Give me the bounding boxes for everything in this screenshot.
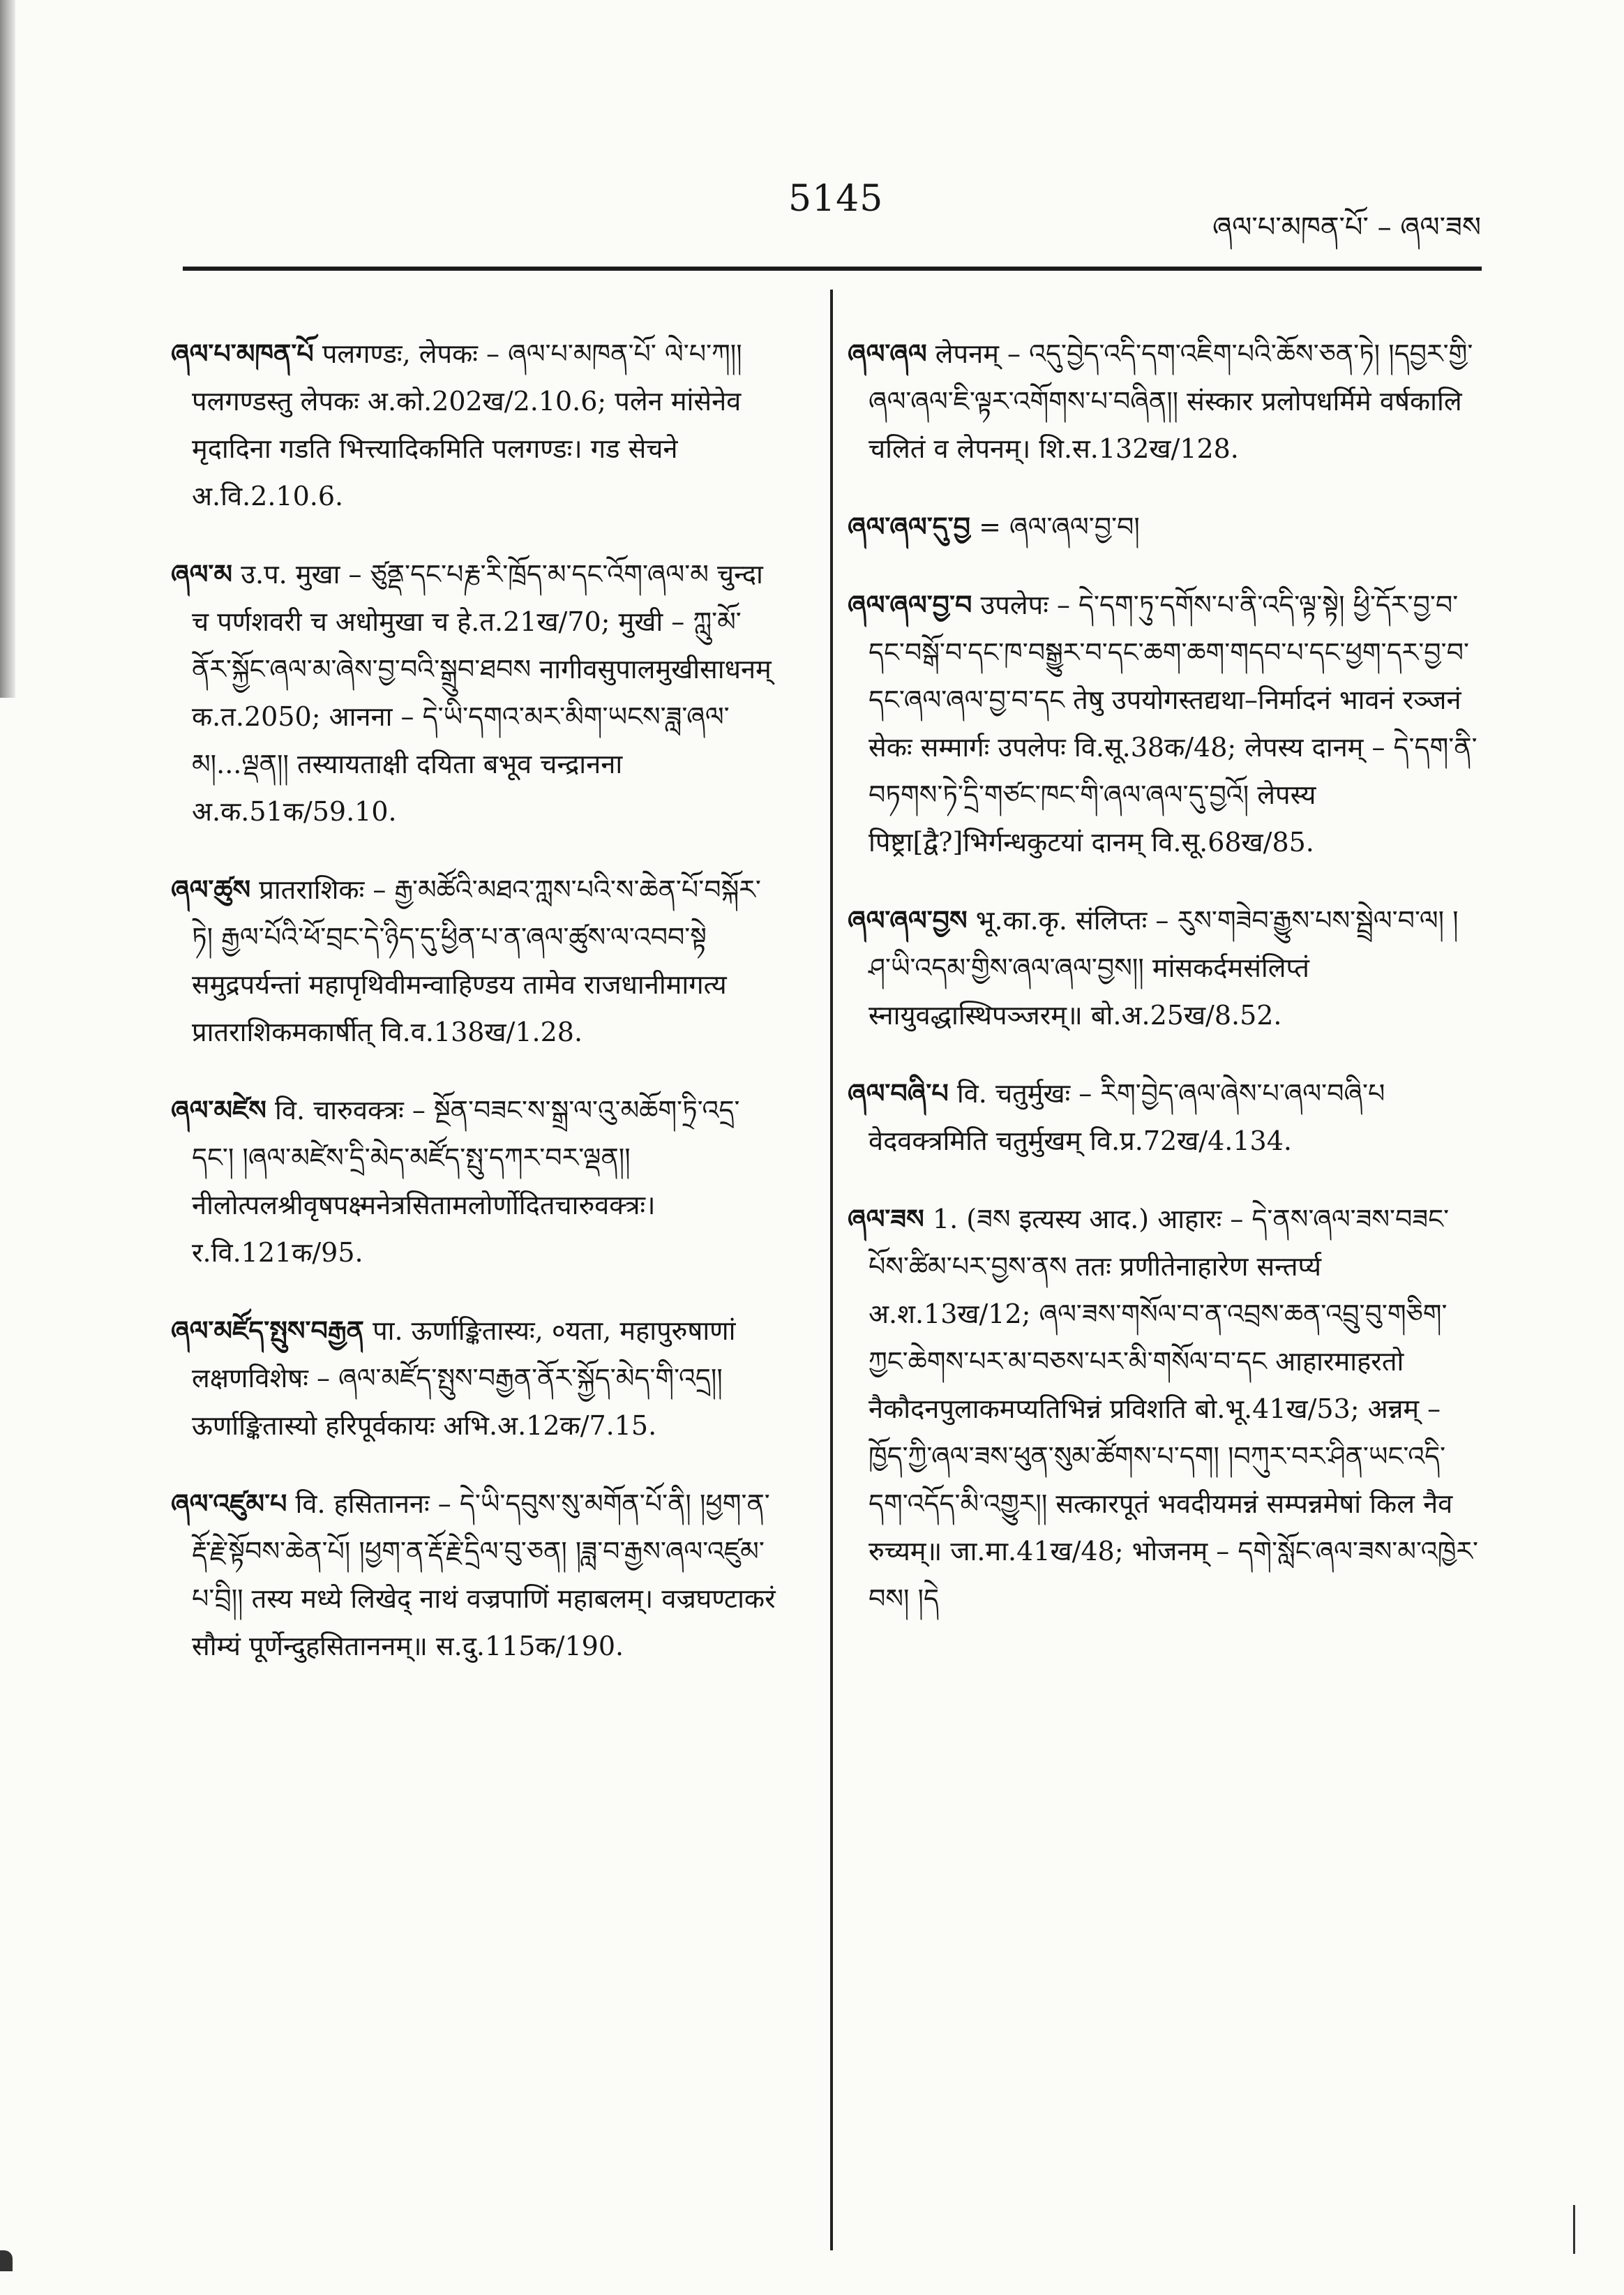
entry-headword: ཞལ་འཛུམ་པ [171,1488,287,1519]
dictionary-entry [171,1480,778,1670]
page-binding-edge [0,0,15,698]
entry-text: = ཞལ་ཞལ་བྱ་བ། [979,511,1140,542]
entry-headword: ཞལ་ཞལ་དུ་བྱ [848,511,971,542]
entry-headword: ཞལ་མ [171,558,233,590]
dictionary-entry [171,551,778,835]
entry-text: उपलेपः – དེ་དག་ཏུ་དགོས་པ་ནི་འདི་ལྟ་སྟེ། ཕྱི་དོར་བྱ་བ་དང་བསྒོ་བ་དང་ཁ་བསྒྱུར་བ་དང་ཆག་ཆག་གདབ་པ་དང་ཕྱག་དར་བྱ་བ་དང་ཞལ་ཞལ་བྱ་བ་དང तेषु उपयोगस्तद्यथा–निर्मादनं भावनं रञ्जनं सेकः सम्मार्गः उपलेपः वि.सू.38क/48; लेपस्य दानम् – དེ་དག་ནི་བཏགས་ཏེ་དྲི་གཙང་ཁང་གི་ཞལ་ཞལ་དུ་བྱའོ། लेपस्य पिष्ट्रा[द्वै?]भिर्गन्धकुटयां दानम् वि.सू.68ख/85. [869,590,1478,858]
entry-headword: ཞལ་པ་མཁན་པོ [171,338,314,369]
entry-text: लेपनम् – འདུ་བྱེད་འདི་དག་འཇིག་པའི་ཆོས་ཅན་ཏེ། །དབྱར་གྱི་ཞལ་ཞལ་ཇི་ལྟར་འགོགས་པ་བཞིན།། संस्कार प्रलोपधर्मिमे वर्षकालि चलितं व लेपनम्। शि.स.132ख/128. [869,338,1473,464]
scan-edge-mark [1573,2205,1575,2254]
scan-corner-mark [0,2250,13,2271]
entry-headword: ཞལ་ཟས [848,1203,924,1234]
entry-text: उ.प. मुखा – ཙུནྡ་དང་པརྞ་རི་ཁྲོད་མ་དང་འོག་ཞལ་མ चुन्दा च पर्णशवरी च अधोमुखा च हे.त.21ख/70; मुखी – ཀླུ་མོ་ནོར་སྐྱོང་ཞལ་མ་ཞེས་བྱ་བའི་སྒྲུབ་ཐབས नागीवसुपालमुखीसाधनम् क.त.2050; आनना – དེ་ཡི་དགའ་མར་མིག་ཡངས་ཟླ་ཞལ་མ།...ལྡན།། तस्यायताक्षी दयिता बभूव चन्द्रानना अ.क.51क/59.10. [192,559,772,827]
entry-text: पा. ऊर्णाङ्कितास्यः, ०यता, महापुरुषाणां लक्षणविशेषः – ཞལ་མཛོད་སྤུས་བརྒྱན་ནོར་སྐྱོད་མེད་གི་འདྲ།། ऊर्णाङ्कितास्यो हरिपूर्वकायः अभि.अ.12क/7.15. [192,1315,736,1441]
dictionary-entry [848,503,1479,551]
header-rule [183,267,1482,271]
entry-text: वि. हसिताननः – དེ་ཡི་དབུས་སུ་མགོན་པོ་ནི། །ཕྱག་ན་རྡོ་རྗེ་སྟོབས་ཆེན་པོ། །ཕྱག་ན་རྡོ་རྗེ་དྲིལ་བུ་ཅན། །ཟླ་བ་རྒྱས་ཞལ་འཛུམ་པ་བྲི།། तस्य मध्ये लिखेद् नाथं वज्रपाणिं महाबलम्। वज्रघण्टाकरं सौम्यं पूर्णेन्दुहसिताननम्॥ स.दु.115क/190. [192,1488,776,1661]
entry-text: वि. चारुवक्त्रः – སྔོན་བཟང་ས་སྒྲ་ལ་འུ་མཆོག་ཏྲི་འདྲ་དང་། །ཞལ་མཛེས་དྲི་མེད་མཛོད་སྤུ་དཀར་བར་ལྡན།། नीलोत्पलश्रीवृषपक्ष्मनेत्रसितामलोर्णोदितचारुवक्त्रः। र.वि.121क/95. [192,1095,740,1268]
dictionary-entry [848,897,1479,1039]
entry-text: प्रातराशिकः – རྒྱ་མཚོའི་མཐའ་ཀླས་པའི་ས་ཆེན་པོ་བསྐོར་ཏེ། རྒྱལ་པོའི་ཕོ་བྲང་དེ་ཉིད་དུ་ཕྱིན་པ་ན་ཞལ་ཚུས་ལ་འབབ་སྟེ समुद्रपर्यन्तां महापृथिवीमन्वाहिण्डय तामेव राजधानीमागत्य प्रातराशिकमकार्षीत् वि.व.138ख/1.28. [192,874,761,1047]
dictionary-entry [171,1086,778,1276]
dictionary-entry [848,1195,1479,1622]
dictionary-entry [848,581,1479,866]
page-number: 5145 [788,178,884,220]
dictionary-entry [848,330,1479,472]
left-column [171,304,778,1700]
column-divider [830,290,833,2250]
entry-headword: ཞལ་ཞལ་བྱ་བ [848,589,972,620]
entry-text: पलगण्डः, लेपकः – ཞལ་པ་མཁན་པོ་ ལེ་པ་ཀ།། पलगण्डस्तु लेपकः अ.को.202ख/2.10.6; पलेन मांसेनेव मृदादिना गडति भित्त्यादिकमिति पलगण्डः। गड सेचने अ.वि.2.10.6. [192,338,742,511]
entry-headword: ཞལ་ཞལ [848,338,927,369]
entry-headword: ཞལ་མཛོད་སྤུས་བརྒྱན [171,1315,364,1346]
running-head: ཞལ་པ་མཁན་པོ་ – ཞལ་ཟས [1212,211,1481,244]
entry-text: भू.का.कृ. संलिप्तः – རུས་གཟེབ་རྒྱུས་པས་སྦྲེལ་བ་ལ། །ཤ་ཡི་འདམ་གྱིས་ཞལ་ཞལ་བྱས།། मांसकर्दमसंलिप्तं स्नायुवद्धास्थिपञ्जरम्॥ बो.अ.25ख/8.52. [869,905,1459,1031]
entry-headword: ཞལ་ཞལ་བྱས [848,904,968,936]
entry-text: 1. (ཟས इत्यस्य आद.) आहारः – དེ་ནས་ཞལ་ཟས་བཟང་པོས་ཚིམ་པར་བྱས་ནས ततः प्रणीतेनाहारेण सन्तर्प्य अ.श.13ख/12; ཞལ་ཟས་གསོལ་བ་ན་འབྲས་ཆན་འབྲུ་བུ་གཅིག་ཀྱང་ཆེགས་པར་མ་བཅས་པར་མི་གསོལ་བ་དང आहारमाहरतो नैकौदनपुलाकमप्यतिभिन्नं प्रविशति बो.भू.41ख/53; अन्नम् – ཁྱོད་ཀྱི་ཞལ་ཟས་ཕུན་སུམ་ཚོགས་པ་དག། །བཀུར་བར་ཤིན་ཡང་འདི་དག་འདོད་མི་འགྱུར།། सत्कारपूतं भवदीयमन्नं सम्पन्नमेषां किल नैव रुच्यम्॥ जा.मा.41ख/48; भोजनम् – དགེ་སློང་ཞལ་ཟས་མ་འཁྱེར་བས། །དེ [869,1204,1479,1614]
entry-headword: ཞལ་བཞི་པ [848,1077,949,1109]
right-column [848,304,1479,1653]
dictionary-entry [848,1070,1479,1165]
dictionary-entry [171,1307,778,1449]
entry-headword: ཞལ་མཛེས [171,1094,266,1126]
dictionary-entry [171,866,778,1056]
entry-headword: ཞལ་ཚུས [171,874,251,905]
dictionary-entry [171,330,778,520]
entry-text: वि. चतुर्मुखः – རིག་བྱེད་ཞལ་ཞེས་པ་ཞལ་བཞི་པ वेदवक्त्रमिति चतुर्मुखम् वि.प्र.72ख/4.134. [869,1078,1385,1156]
